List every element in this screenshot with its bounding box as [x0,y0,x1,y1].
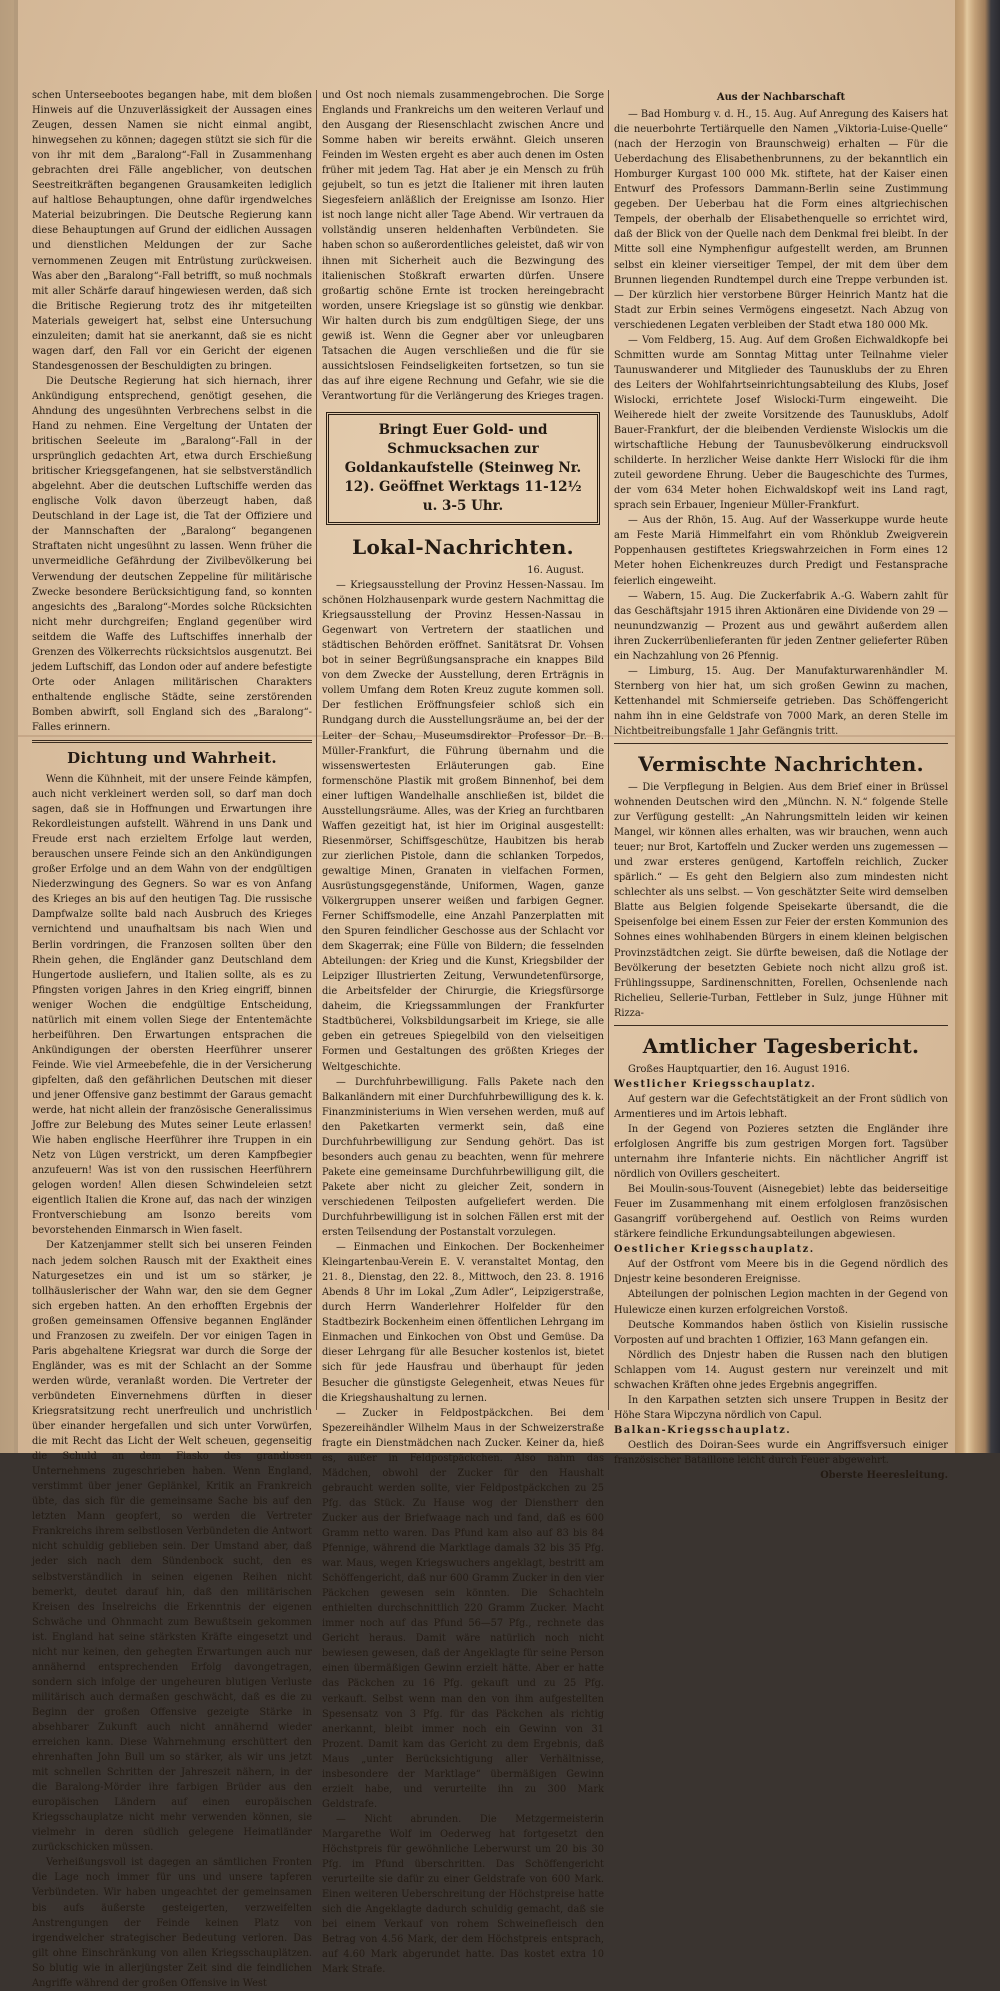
column-3 [614,88,948,1482]
paragraph: Der Katzenjammer stellt sich bei unseren Feinden nach jedem solchen Rausch mit der Exaktheit eines Naturgesetzes ein und ist um so stärker, je tollhäuslerischer der Wahn war, den sie dem Gegner sich ergeben hatten. An den erhofften Ergebnis der großen gemeinsamen Offensive begannen Engländer und Franzosen zu zweifeln. Der vor einigen Tagen in Paris abgehaltene Kriegsrat war durch die Sorge der Engländer, was es mit der Schlacht an der Somme werden würde, veranlaßt worden. Die Vertreter der verbündeten Einvernehmens dürften in dieser Kriegsratsitzung recht unerfreulich und unchristlich über einander hergefallen und sich unter Vorwürfen, die mit Recht das Licht der Welt scheuen, gegenseitig die Schuld an dem Fiasko des grandiosen Unternehmens zugeschrieben haben. Wenn England, verstimmt über jener Geplänkel, Kritik an Frankreich übte, das sich für die gemeinsame Sache bis auf den letzten Mann geopfert, so werden die Vertreter Frankreichs ihrem selbstlosen Verbündeten die Antwort nicht schuldig geblieben sein. Der Umstand aber, daß jeder sich nach dem Sündenbock sucht, den es selbstverständlich in seinen eigenen Reihen nicht bemerkt, deutet darauf hin, daß den militärischen Kreisen des Inselreichs die Erkenntnis der eigenen Schwäche und Ohnmacht zum Bewußtsein gekommen ist. England hat seine stärksten Kräfte eingesetzt und nicht nur keinen, den gehegten Erwartungen auch nur annähernd entsprechenden Erfolg davongetragen, sondern sich infolge der ungeheuren blutigen Verluste militärisch auch dermaßen geschwächt, daß es die zu Beginn der großen Offensive gezeigte Stärke in absehbarer Zukunft auch nicht annähernd wieder erreichen kann. Diese Wahrnehmung erschüttert den ehrenhaften John Bull um so stärker, als wir uns jetzt mit schnellen Schritten der Jahreszeit nähern, in der die Baralong-Mörder ihre farbigen Brüder aus den europäischen Ländern auf einen europäischen Kriegsschauplatze nicht mehr verwenden können, sie vielmehr in deren südlich gelegene Heimatländer zurückschicken müssen. [32,1240,312,1854]
report-paragraph: In den Karpathen setzten sich unsere Truppen in Besitz der Höhe Stara Wipczyna nördlich von Capul. [614,1394,948,1421]
section-headline: Amtlicher Tagesbericht. [642,1033,920,1058]
divider [32,740,312,743]
report-paragraph: Oestlich des Doiran-Sees wurde ein Angriffsversuch einiger französischer Bataillone leicht durch Feuer abgewehrt. [614,1439,948,1466]
news-item: — Zucker in Feldpostpäckchen. Bei dem Spezereihändler Wilhelm Maus in der Schweizerstraße fragte ein Dienstmädchen nach Zucker. Keiner da, hieß es, außer in Feldpostpäckchen. Also nahm das Mädchen, obwohl der Zucker für den Haushalt gebraucht werden sollte, vier Feldpostpäckchen zu 25 Pfg. das Stück. Zu Hause wog der Dienstherr den Zucker aus der Briefwaage nach und fand, daß es 600 Gramm netto waren. Das Pfund kam also auf 83 bis 84 Pfennige, während die Marktlage damals 32 bis 35 Pfg. war. Maus, wegen Kriegswuchers angeklagt, bestritt am Schöffengericht, daß nur 600 Gramm Zucker in den vier Päckchen gewesen sein könnten. Die Schachteln enthielten durchschnittlich 220 Gramm Zucker. Macht immer noch auf das Pfund 56—57 Pfg., rechnete das Gericht heraus. Damit wäre natürlich noch nicht bewiesen gewesen, daß der Angeklagte für seine Person einen übermäßigen Gewinn erzielt hätte. Aber er hatte das Päckchen zu 16 Pfg. gekauft und zu 25 Pfg. verkauft. Selbst wenn man den von ihm aufgestellten Spesensatz von 3 Pfg. für das Päckchen als richtig anerkannt, bleibt immer noch ein Gewinn von 31 Prozent. Damit kam das Gericht zu dem Ergebnis, daß Maus „unter Berücksichtigung aller Verhältnisse, insbesondere der Marktlage“ übermäßigen Gewinn erzielt habe, und verurteilte ihn zu 300 Mark Geldstrafe. [322,1407,604,1810]
report-dateline: Großes Hauptquartier, den 16. August 1916. [628,1063,850,1075]
column-rule-1 [316,90,317,1410]
report-paragraph: Auf der Ostfront vom Meere bis in die Gegend nördlich des Dnjestr keine besonderen Ereignisse. [614,1259,948,1286]
news-item: — Die Verpflegung in Belgien. Aus dem Brief einer in Brüssel wohnenden Deutschen wird den „Münchn. N. N.“ folgende Stelle zur Verfügung gestellt: „An Nahrungsmitteln leiden wir keinen Mangel, wir können alles erhalten, was wir brauchen, wenn auch teuer; nur Brot, Kartoffeln und Zucker werden uns zugemessen — und zwar ersteres genügend, Kartoffeln reichlich, Zucker spärlich.“ — Es geht den Belgiern also zum mindesten nicht schlechter als uns selbst. — Von geschätzter Seite wird demselben Blatte aus Belgien folgende Speisekarte übersandt, die die Speisenfolge bei einem Essen zur Feier der ersten Kommunion des Sohnes eines wohlhabenden Bürgers in einem kleinen belgischen Provinzstädtchen zeigt. Sie dürfte beweisen, daß die Notlage der Bevölkerung der besetzten Gebiete noch nicht allzu groß ist. Frühlingssuppe, Sardinenschnitten, Forellen, Ochsenlende nach Richelieu, Sellerie-Turban, Fettleber in Sulz, junge Hühner mit Rizza- [614,782,948,1019]
divider [614,1025,948,1026]
news-item: — Limburg, 15. Aug. Der Manufakturwarenhändler M. Sternberg von hier hat, um sich großen Gewinn zu machen, Kettenhandel mit Schmierseife getrieben. Das Schöffengericht nahm ihn in eine Geldstrafe von 7000 Mark, an deren Stelle im Nichtbeitreibungsfalle 1 Jahr Gefängnis tritt. [614,665,948,737]
divider [614,743,948,744]
section-label: Aus der Nachbarschaft [716,92,846,103]
report-subhead: Balkan-Kriegsschauplatz. [614,1424,792,1436]
report-paragraph: Nördlich des Dnjestr haben die Russen nach den blutigen Schlappen vom 14. August gestern nur vereinzelt und mit schwachen Kräften ohne jedes Ergebnis angegriffen. [614,1349,948,1391]
section-headline: Lokal-Nachrichten. [352,534,574,559]
news-item: — Wabern, 15. Aug. Die Zuckerfabrik A.-G. Wabern zahlt für das Geschäftsjahr 1915 ihren Aktionären eine Dividende von 29 — neunundzwanzig — Prozent aus und gewährt außerdem allen ihren Zuckerrübenlieferanten für jeden Zentner gelieferter Rüben ein Nachzahlung von 26 Pfennig. [614,590,948,662]
news-item: — Aus der Rhön, 15. Aug. Auf der Wasserkuppe wurde heute am Feste Mariä Himmelfahrt ein vom Rhönklub Zweigverein Poppenhausen gestiftetes Kriegswahrzeichen in Form eines 12 Meter hohen Eichenkreuzes durch Predigt und Festansprache feierlich eingeweiht. [614,515,948,587]
news-item: — Einmachen und Einkochen. Der Bockenheimer Kleingartenbau-Verein E. V. veranstaltet Montag, den 21. 8., Dienstag, den 22. 8., Mittwoch, den 23. 8. 1916 Abends 8 Uhr im Lokal „Zum Adler“, Leipzigerstraße, durch Herrn Wanderlehrer Holfelder für den Stadtbezirk Bockenheim einen öffentlichen Lehrgang im Einmachen und Einkochen von Obst und Gemüse. Da dieser Lehrgang für alle Besucher kostenlos ist, bietet sich für jede Hausfrau und überhaupt für jeden Besucher die günstigste Gelegenheit, etwas Neues für die Kriegshaushaltung zu lernen. [322,1242,604,1404]
paragraph: und Ost noch niemals zusammengebrochen. Die Sorge Englands und Frankreichs um den weiteren Verlauf und den Ausgang der Riesenschlacht zwischen Ancre und Somme haben wir bereits erwähnt. Gleich unseren Feinden im Westen ergeht es aber auch denen im Osten früher mit jedem Tag. Hat aber je ein Mensch zu früh gejubelt, so tun es jetzt die Italiener mit ihren lauten Siegesfeiern anläßlich der Ereignisse am Isonzo. Hier ist noch lange nicht aller Tage Abend. Wir vertrauen da vollständig unseren heldenhaften Verbündeten. Sie haben schon so außerordentliches geleistet, daß wir von ihnen mit Sicherheit auch die Bezwingung des italienischen Stoßkraft erwarten dürfen. Unsere großartig schöne Ernte ist trocken hereingebracht worden, unsere Kriegslage ist so günstig wie denkbar. Wir halten durch bis zum endgültigen Siege, der uns gewiß ist. Wenn die Gegner aber vor unleugbaren Tatsachen die Augen verschließen und die für sie aussichtslosen Feindseligkeiten fortsetzen, so tun sie das auf ihre eigene Rechnung und Gefahr, wie sie die Verantwortung für die Verlängerung des Krieges tragen. [322,90,604,402]
section-headline: Vermischte Nachrichten. [638,752,924,777]
column-rule-2 [608,90,609,1410]
paragraph: Wenn die Kühnheit, mit der unsere Feinde kämpfen, auch nicht verkleinert werden soll, so darf man doch sagen, daß sie in Hoffnungen und Erwartungen ihre Rekordleistungen aufstellt. Während in uns Dank und Freude erst nach erzieltem Erfolge laut werden, berauschen unsere Feinde sich an den Ankündigungen großer Erfolge und an dem Wahn von der endgültigen Niederzwingung des Gegners. So war es von Anfang des Krieges an bis auf den heutigen Tag. Die russische Dampfwalze sollte bald nach Ausbruch des Krieges vernichtend und unaufhaltsam bis nach Wien und Berlin vordringen, die Franzosen sollten über den Rhein gehen, die Engländer ganz Deutschland dem Hungertode ausliefern, und Italien sollte, als es zu Pfingsten vorigen Jahres in den Krieg eingriff, binnen weniger Wochen die endgültige Entscheidung, natürlich mit einem vollen Siege der Ententemächte herbeiführen. Den Erwartungen entsprachen die Ankündigungen der obersten Heerführer unserer Feinde. Wie viel Armeebefehle, die in der Versicherung gipfelten, daß den gefährlichen Deutschen mit dieser und jener Offensive ganz bestimmt der Garaus gemacht werde, hat nicht allein der französische Generalissimus Joffre zur Belebung des Mutes seiner Leute erlassen! Wie haben englische Heerführer ihre Truppen in ein Netz von Lügen verstrickt, um deren Kampfbegier anzufeuern! Was ist von den russischen Heerführern gelogen worden! Allen diesen Schwindeleien setzt eigentlich Italien die Krone auf, das nach der winzigen Frontverschiebung am Isonzo bereits vom bevorstehenden Einmarsch in Wien faselt. [32,774,312,1237]
book-edge-right [955,0,1000,1453]
article-headline: Dichtung und Wahrheit. [67,749,277,768]
column-1 [32,88,312,1989]
dateline: 16. August. [527,564,584,576]
paragraph: schen Unterseebootes begangen habe, mit dem bloßen Hinweis auf die Unzuverlässigkeit der Aussagen eines Zeugen, dessen Namen sie nicht einmal angibt, hinwegsehen zu können; dagegen stützt sie sich für die von ihr mit dem „Baralong“-Fall in Zusammenhang gebrachten drei Fälle angeblicher, von deutschen Seestreitkräften begangenen Grausamkeiten lediglich auf haltlose Behauptungen, ohne dafür irgendwelches Material beizubringen. Die Deutsche Regierung kann diese Behauptungen auf Grund der eidlichen Aussagen und dienstlichen Meldungen der zur Sache vernommenen Zeugen mit Entrüstung zurückweisen. Was aber den „Baralong“-Fall betrifft, so muß nochmals mit aller Schärfe darauf hingewiesen werden, daß sich die Britische Regierung trotz des ihr mitgeteilten Materials geweigert hat, selbst eine Untersuchung einzuleiten; damit hat sie anerkannt, daß sie es nicht wagen darf, den Fall vor ein Gericht der eigenen Standesgenossen der Beschuldigten zu bringen. [32,90,312,372]
report-paragraph: Auf gestern war die Gefechtstätigkeit an der Front südlich von Armentieres und im Artois lebhaft. [614,1093,948,1120]
report-subhead: Oestlicher Kriegsschauplatz. [614,1244,815,1256]
column-2 [322,88,604,1976]
news-item: — Vom Feldberg, 15. Aug. Auf dem Großen Eichwaldkopfe bei Schmitten wurde am Sonntag Mittag unter Teilnahme vieler Taunuswanderer und Mitglieder des Taunusklubs der zu Ehren des Leiters der Wohlfahrtseinrichtungsabteilung des Klubs, Josef Wislocki, errichtete Josef Wislocki-Turm eingeweiht. Die Weiherede hielt der zweite Vorsitzende des Taunusklubs, Adolf Bauer-Frankfurt, der die bleibenden Verdienste Wislockis um die wirtschaftliche Hebung der Taunusbevölkerung eindrucksvoll schilderte. In herzlicher Weise dankte Herr Wislocki für die ihm zuteil gewordene Ehrung. Ueber die Baugeschichte des Turmes, der vom 634 Meter hohen Eichwaldskopf weit ins Land ragt, sprach sein Erbauer, Ingenieur Müller-Frankfurt. [614,334,948,512]
paragraph: Verheißungsvoll ist dagegen an sämtlichen Fronten die Lage noch immer für uns und unsere tapferen Verbündeten. Wir haben ungeachtet der gemeinsamen bis aufs äußerste gesteigerten, verzweifelten Anstrengungen der Feinde keinen Platz von irgendwelcher strategischer Bedeutung verloren. Das gilt ohne Einschränkung von allen Kriegsschauplätzen. So blutig wie in allerjüngster Zeit sind die feindlichen Angriffe während der großen Offensive in West [32,1857,312,1989]
report-paragraph: In der Gegend von Pozieres setzten die Engländer ihre erfolglosen Angriffe bis zum gestrigen Morgen fort. Tagsüber unternahm ihre Infanterie nichts. Ein nächtlicher Angriff ist nördlich von Ovillers gescheitert. [614,1123,948,1181]
signature: Oberste Heeresleitung. [820,1470,948,1482]
report-subhead: Westlicher Kriegsschauplatz. [614,1078,817,1090]
newspaper-page [18,0,955,1989]
adjacent-page-edge [0,0,18,1453]
news-item: — Durchfuhrbewilligung. Falls Pakete nach den Balkanländern mit einer Durchfuhrbewilligung des k. k. Finanzministeriums in Wien versehen werden, muß auf den Paketkarten vermerkt sein, daß eine Durchfuhrbewilligung zur Sendung gehört. Das ist besonders auch genau zu beachten, wenn für mehrere Pakete eine gemeinsame Durchfuhrbewilligung gilt, die Pakete aber nicht zu gleicher Zeit, sondern in verschiedenen Teilposten aufgeliefert werden. Die Durchfuhrbewilligung ist in solchen Fällen erst mit der ersten Teilsendung der Postanstalt vorzulegen. [322,1076,604,1239]
news-item: — Bad Homburg v. d. H., 15. Aug. Auf Anregung des Kaisers hat die neuerbohrte Tertiärquelle den Namen „Viktoria-Luise-Quelle“ (nach der Herzogin von Braunschweig) erhalten — Für die Ueberdachung des Elisabethenbrunnens, zu der bekanntlich ein Homburger Kurgast 100 000 Mk. stiftete, hat der Kaiser einen Entwurf des Professors Dammann-Berlin seine Zustimmung gegeben. Der Ueberbau hat die Form eines altgriechischen Tempels, der oberhalb der Elisabethenquelle so errichtet wird, daß der Blick von der Quelle nach dem Denkmal frei bleibt. In der Mitte soll eine Nymphenfigur aufgestellt werden, am Brunnen selbst ein kleiner vierseitiger Tempel, der mit dem über dem Brunnen liegenden Rundtempel durch eine Treppe verbunden ist. — Der kürzlich hier verstorbene Bürger Heinrich Mantz hat die Stadt zur Erbin seines Vermögens eingesetzt. Nach Abzug von verschiedenen Legaten verbleiben der Stadt etwa 180 000 Mk. [614,109,948,331]
report-paragraph: Abteilungen der polnischen Legion machten in der Gegend von Hulewicze einen kurzen erfolgreichen Vorstoß. [614,1289,948,1316]
report-paragraph: Bei Moulin-sous-Touvent (Aisnegebiet) lebte das beiderseitige Feuer im Zusammenhang mit einem erfolglosen französischen Gasangriff vorübergehend auf. Oestlich von Reims wurden stärkere feindliche Erkundungsabteilungen abgewiesen. [614,1184,948,1241]
news-item: — Nicht abrunden. Die Metzgermeisterin Margarethe Wolf im Oederweg hat fortgesetzt den Höchstpreis für gewöhnliche Leberwurst um 20 bis 30 Pfg. im Pfund überschritten. Das Schöffengericht verurteilte sie dafür zu einer Geldstrafe von 600 Mark. Einen weiteren Ueberschreitung der Höchstpreise hatte sich die Angeklagte dadurch schuldig gemacht, daß sie bei einem Verkauf von rohem Schweinefleisch den Betrag von 4.56 Mark, der dem Höchstpreis entsprach, auf 4.60 Mark abgerundet hatte. Das kostet extra 10 Mark Strafe. [322,1813,604,1976]
advertisement-box: Bringt Euer Gold- und Schmucksachen zur Goldankaufstelle (Steinweg Nr. 12). Geöffnet Werktags 11-12½ u. 3-5 Uhr. [326,412,600,525]
report-paragraph: Deutsche Kommandos haben östlich von Kisielin russische Vorposten auf und brachten 1 Offizier, 163 Mann gefangen ein. [614,1319,948,1346]
paragraph: Die Deutsche Regierung hat sich hiernach, ihrer Ankündigung entsprechend, genötigt gesehen, die Ahndung des ungesühnten Verbrechens selbst in die Hand zu nehmen. Eine Vergeltung der Untaten der britischen Seeleute im „Baralong“-Fall in der ursprünglich gedachten Art, etwa durch Erschießung britischer Kriegsgefangenen, hat sie selbstverständlich abgelehnt. Aber die deutschen Luftschiffe werden das englische Volk davon überzeugt haben, daß Deutschland in der Lage ist, die Tat der Offiziere und der Mannschaften der „Baralong“ begangenen Straftaten nicht ungesühnt zu lassen. Wenn früher die unvermeidliche Gefährdung der Zivilbevölkerung bei Verwendung der deutschen Zeppeline für militärische Zwecke besondere Berücksichtigung fand, so konnten angesichts des „Baralong“-Mordes solche Rücksichten nicht mehr durchgreifen; England gegenüber wird seitdem die Waffe des Luftschiffes innerhalb der Grenzen des Völkerrechts rücksichtslos ausgenutzt. Bei jedem Luftschiff, das London oder auf andere befestigte Orte oder Anlagen militärischen Charakters enthaltende englische Städte, seine zerstörenden Bomben abwirft, soll England sich des „Baralong“-Falles erinnern. [32,375,312,733]
news-item: — Kriegsausstellung der Provinz Hessen-Nassau. Im schönen Holzhausenpark wurde gestern Nachmittag die Kriegsausstellung der Provinz Hessen-Nassau in Gegenwart von Vertretern der staatlichen und städtischen Behörden eröffnet. Sanitätsrat Dr. Vohsen bot in seiner Begrüßungsansprache ein knappes Bild von dem Zwecke der Ausstellung, deren Erträgnis in vollem Umfang dem Roten Kreuz zugute kommen soll. Der festlichen Eröffnungsfeier schloß sich ein Rundgang durch die Ausstellungsräume an, bei der der Leiter der Schau, Museumsdirektor Professor Dr. B. Müller-Frankfurt, die Führung übernahm und die wissenswertesten Erläuterungen gab. Eine formenschöne Plastik mit großem Binnenhof, bei dem einer luftigen Wandelhalle anschließen ist, bildet die Ausstellungsräume. Alles, was der Krieg an furchtbaren Waffen gezeitigt hat, ist hier im Original ausgestellt: Riesenmörser, Schiffsgeschütze, Haubitzen bis herab zur zierlichen Pistole, dann die schlanken Torpedos, gewaltige Minen, Granaten in vielfachen Formen, Ausrüstungsgegenstände, Uniformen, Wagen, ganze Völkergruppen unserer weißen und farbigen Gegner. Ferner Schiffsmodelle, eine Anzahl Panzerplatten mit den Spuren feindlicher Geschosse aus der Schlacht vor dem Skagerrak; eine Fülle von Bildern; die fesselnden Abteilungen: der Krieg und die Kunst, Kriegsbilder der Leipziger Illustrierten Zeitung, Verwundetenfürsorge, die Arbeitsfelder der Chirurgie, die Kriegsfürsorge daheim, die Kriegssammlungen der Frankfurter Stadtbücherei, Volksbildungsarbeit im Kriege, sie alle geben ein getreues Spiegelbild von den vielseitigen Formen und Gestaltungen des größten Krieges der Weltgeschichte. [322,580,604,1073]
